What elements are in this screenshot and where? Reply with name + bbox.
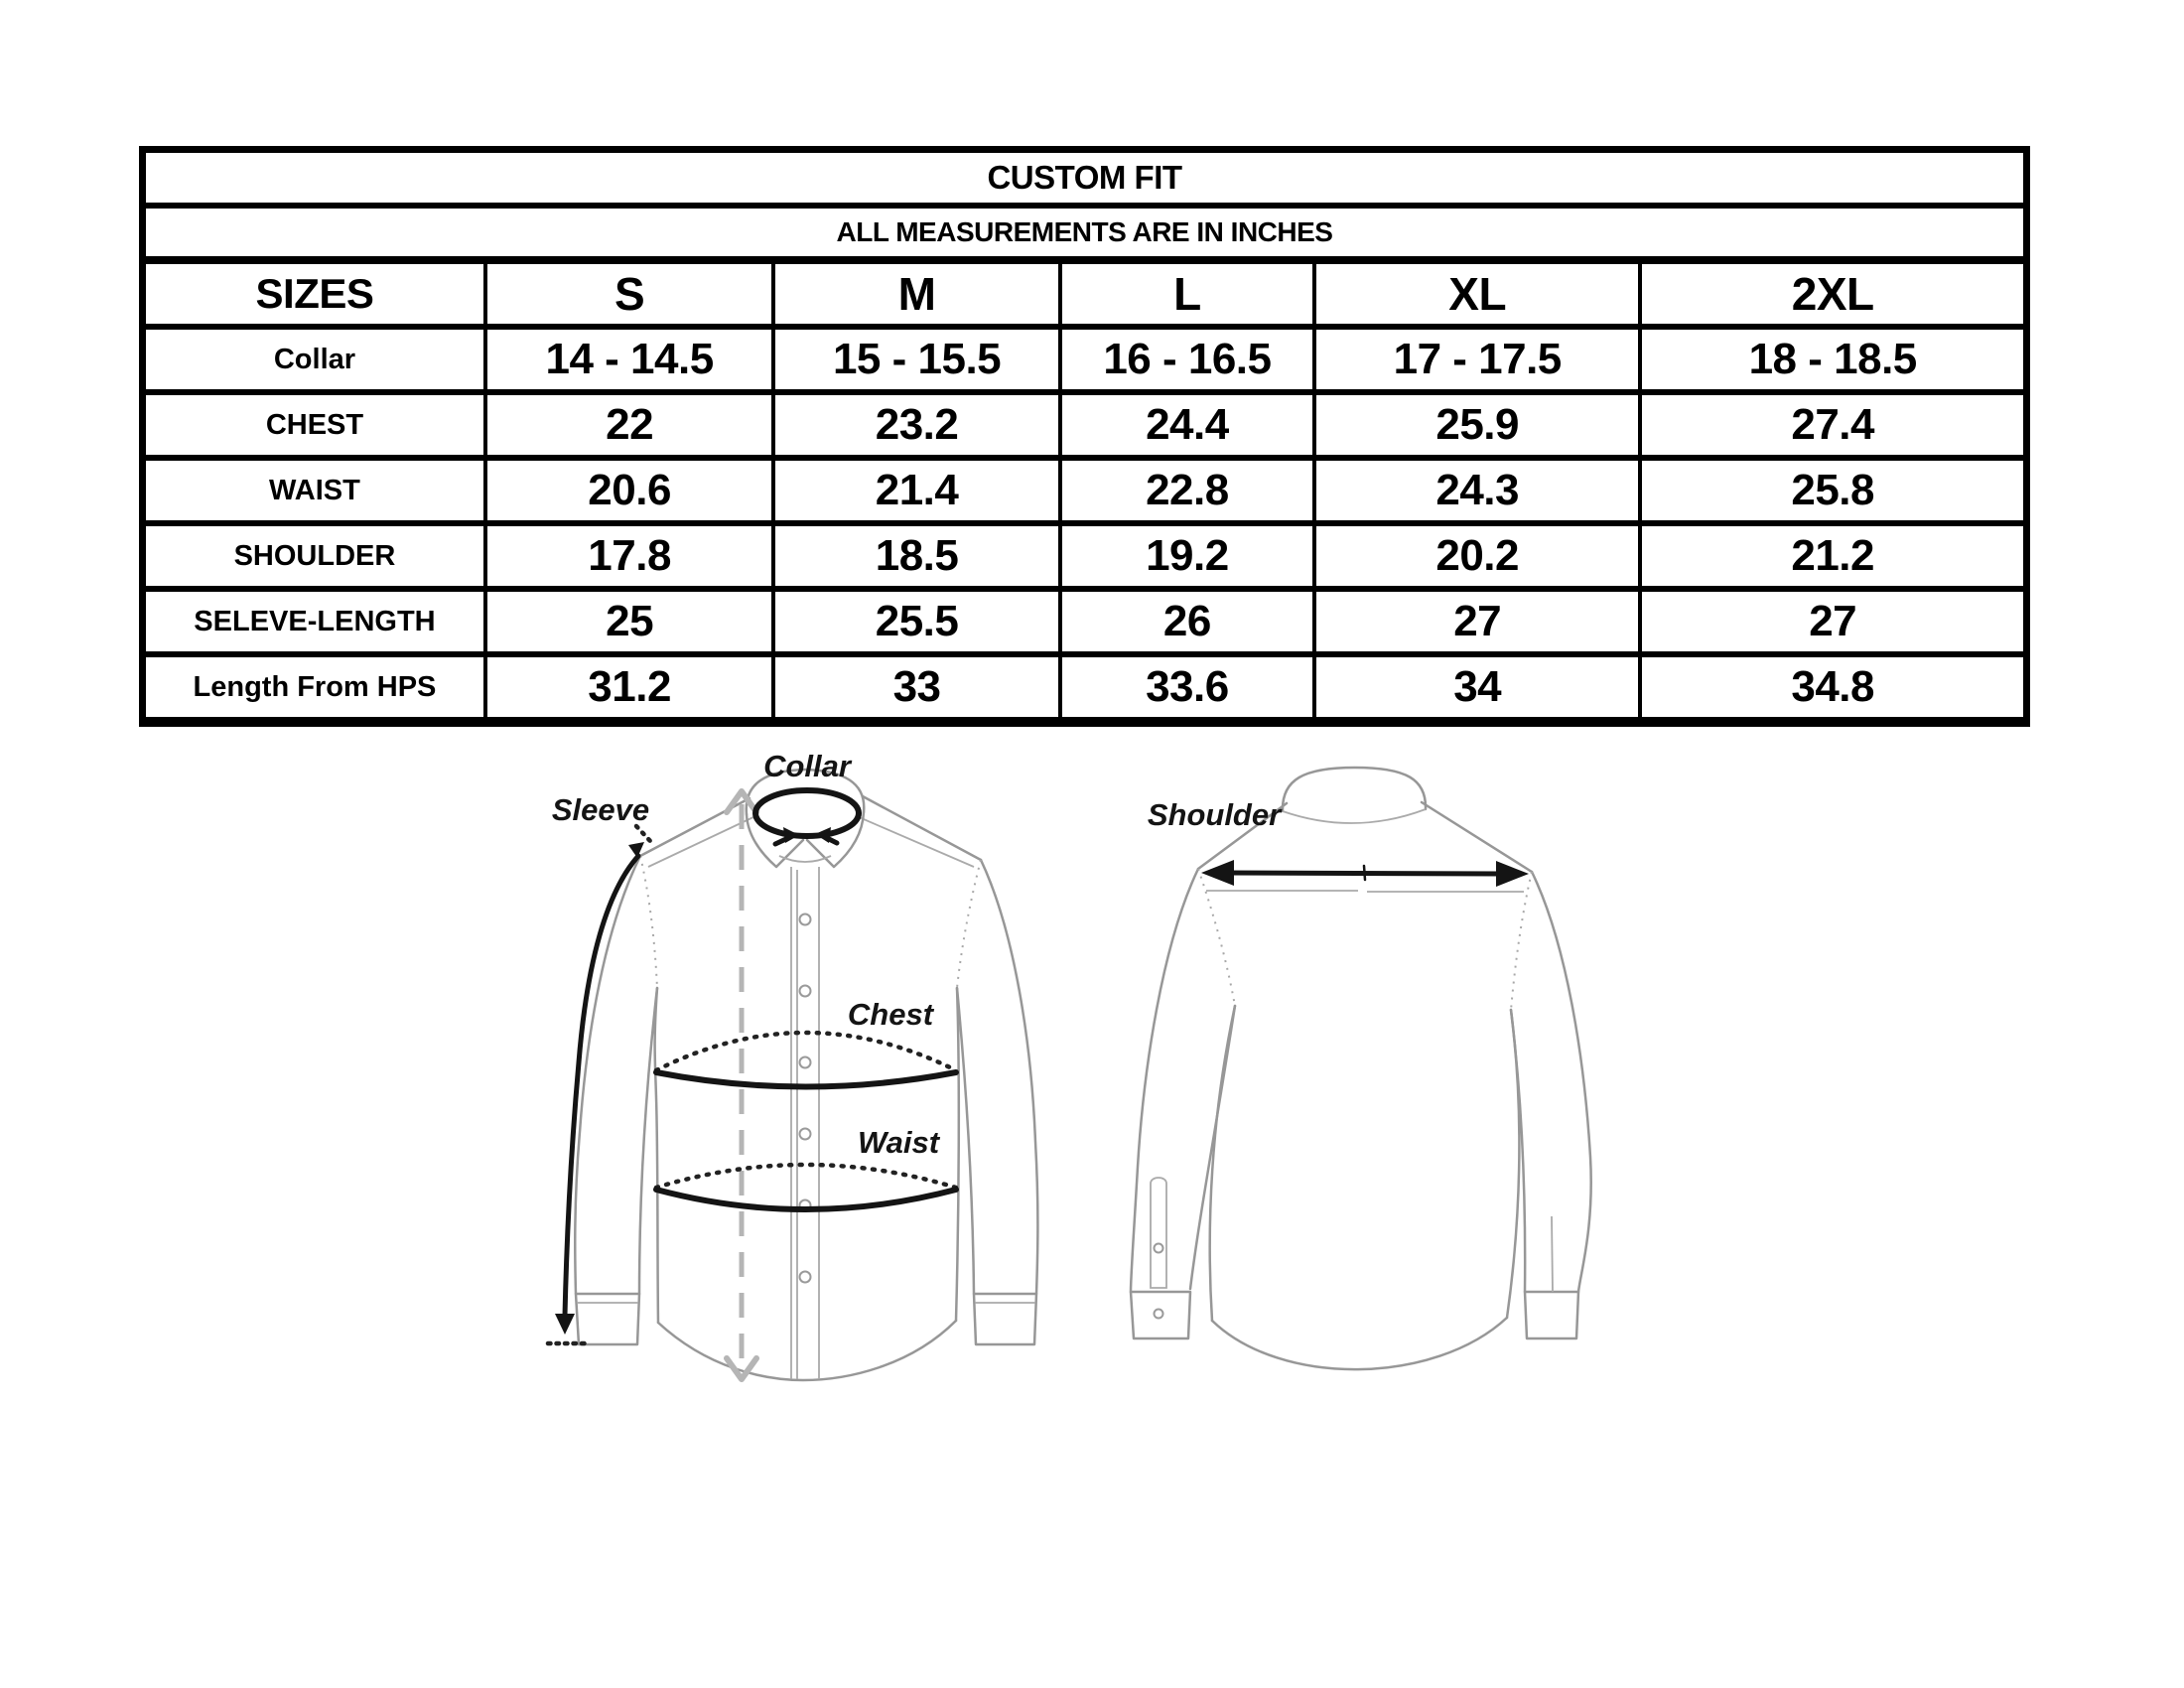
size-value-cell: 19.2 [1060, 523, 1314, 589]
row-label-collar: Collar [143, 327, 485, 392]
front-chest-label: Chest [847, 997, 934, 1032]
front-shirt-outline [575, 770, 1037, 1380]
size-value-cell: 24.3 [1314, 458, 1640, 523]
back-shoulder-label: Shoulder [1147, 797, 1282, 832]
table-row-sleeve-length [143, 589, 2027, 654]
size-value-cell: 18 - 18.5 [1640, 327, 2026, 392]
size-value-cell: 18.5 [773, 523, 1059, 589]
size-value-cell: 34.8 [1640, 654, 2026, 722]
row-label-length-hps: Length From HPS [143, 654, 485, 722]
sleeve-measure-arrow [548, 826, 650, 1343]
size-value-cell: 22.8 [1060, 458, 1314, 523]
collar-measure-ellipse [755, 790, 859, 844]
size-value-cell: 27.4 [1640, 392, 2026, 458]
size-value-cell: 25.8 [1640, 458, 2026, 523]
size-value-cell: 23.2 [773, 392, 1059, 458]
col-header-2xl: 2XL [1640, 260, 2026, 327]
size-value-cell: 16 - 16.5 [1060, 327, 1314, 392]
table-row-chest [143, 392, 2027, 458]
size-value-cell: 33.6 [1060, 654, 1314, 722]
size-value-cell: 33 [773, 654, 1059, 722]
table-subtitle: ALL MEASUREMENTS ARE IN INCHES [143, 206, 2027, 260]
size-value-cell: 34 [1314, 654, 1640, 722]
size-value-cell: 27 [1640, 589, 2026, 654]
col-header-sizes: SIZES [143, 260, 485, 327]
size-value-cell: 17 - 17.5 [1314, 327, 1640, 392]
front-sleeve-label: Sleeve [551, 792, 650, 827]
size-value-cell: 15 - 15.5 [773, 327, 1059, 392]
size-value-cell: 27 [1314, 589, 1640, 654]
table-row-shoulder [143, 523, 2027, 589]
col-header-s: S [485, 260, 773, 327]
size-value-cell: 22 [485, 392, 773, 458]
table-header-row [143, 260, 2027, 327]
size-value-cell: 17.8 [485, 523, 773, 589]
back-shirt-diagram [1117, 740, 1653, 1395]
size-value-cell: 24.4 [1060, 392, 1314, 458]
table-title: CUSTOM FIT [143, 150, 2027, 207]
size-value-cell: 14 - 14.5 [485, 327, 773, 392]
size-value-cell: 20.6 [485, 458, 773, 523]
size-chart-table [139, 146, 2030, 727]
table-title-row [143, 150, 2027, 207]
table-subtitle-row [143, 206, 2027, 260]
size-value-cell: 26 [1060, 589, 1314, 654]
row-label-chest: CHEST [143, 392, 485, 458]
table-row-waist [143, 458, 2027, 523]
table-row-collar [143, 327, 2027, 392]
row-label-sleeve-length: SELEVE-LENGTH [143, 589, 485, 654]
table-row-length-hps [143, 654, 2027, 722]
size-value-cell: 25.5 [773, 589, 1059, 654]
col-header-l: L [1060, 260, 1314, 327]
front-shirt-diagram [541, 735, 1057, 1390]
back-shirt-outline [1131, 768, 1591, 1369]
row-label-shoulder: SHOULDER [143, 523, 485, 589]
front-waist-label: Waist [857, 1125, 940, 1160]
front-collar-label: Collar [763, 749, 851, 783]
row-label-waist: WAIST [143, 458, 485, 523]
shoulder-measure-arrow [1201, 860, 1529, 887]
size-value-cell: 25 [485, 589, 773, 654]
col-header-m: M [773, 260, 1059, 327]
size-value-cell: 21.4 [773, 458, 1059, 523]
size-value-cell: 21.2 [1640, 523, 2026, 589]
size-value-cell: 31.2 [485, 654, 773, 722]
col-header-xl: XL [1314, 260, 1640, 327]
size-value-cell: 25.9 [1314, 392, 1640, 458]
size-value-cell: 20.2 [1314, 523, 1640, 589]
